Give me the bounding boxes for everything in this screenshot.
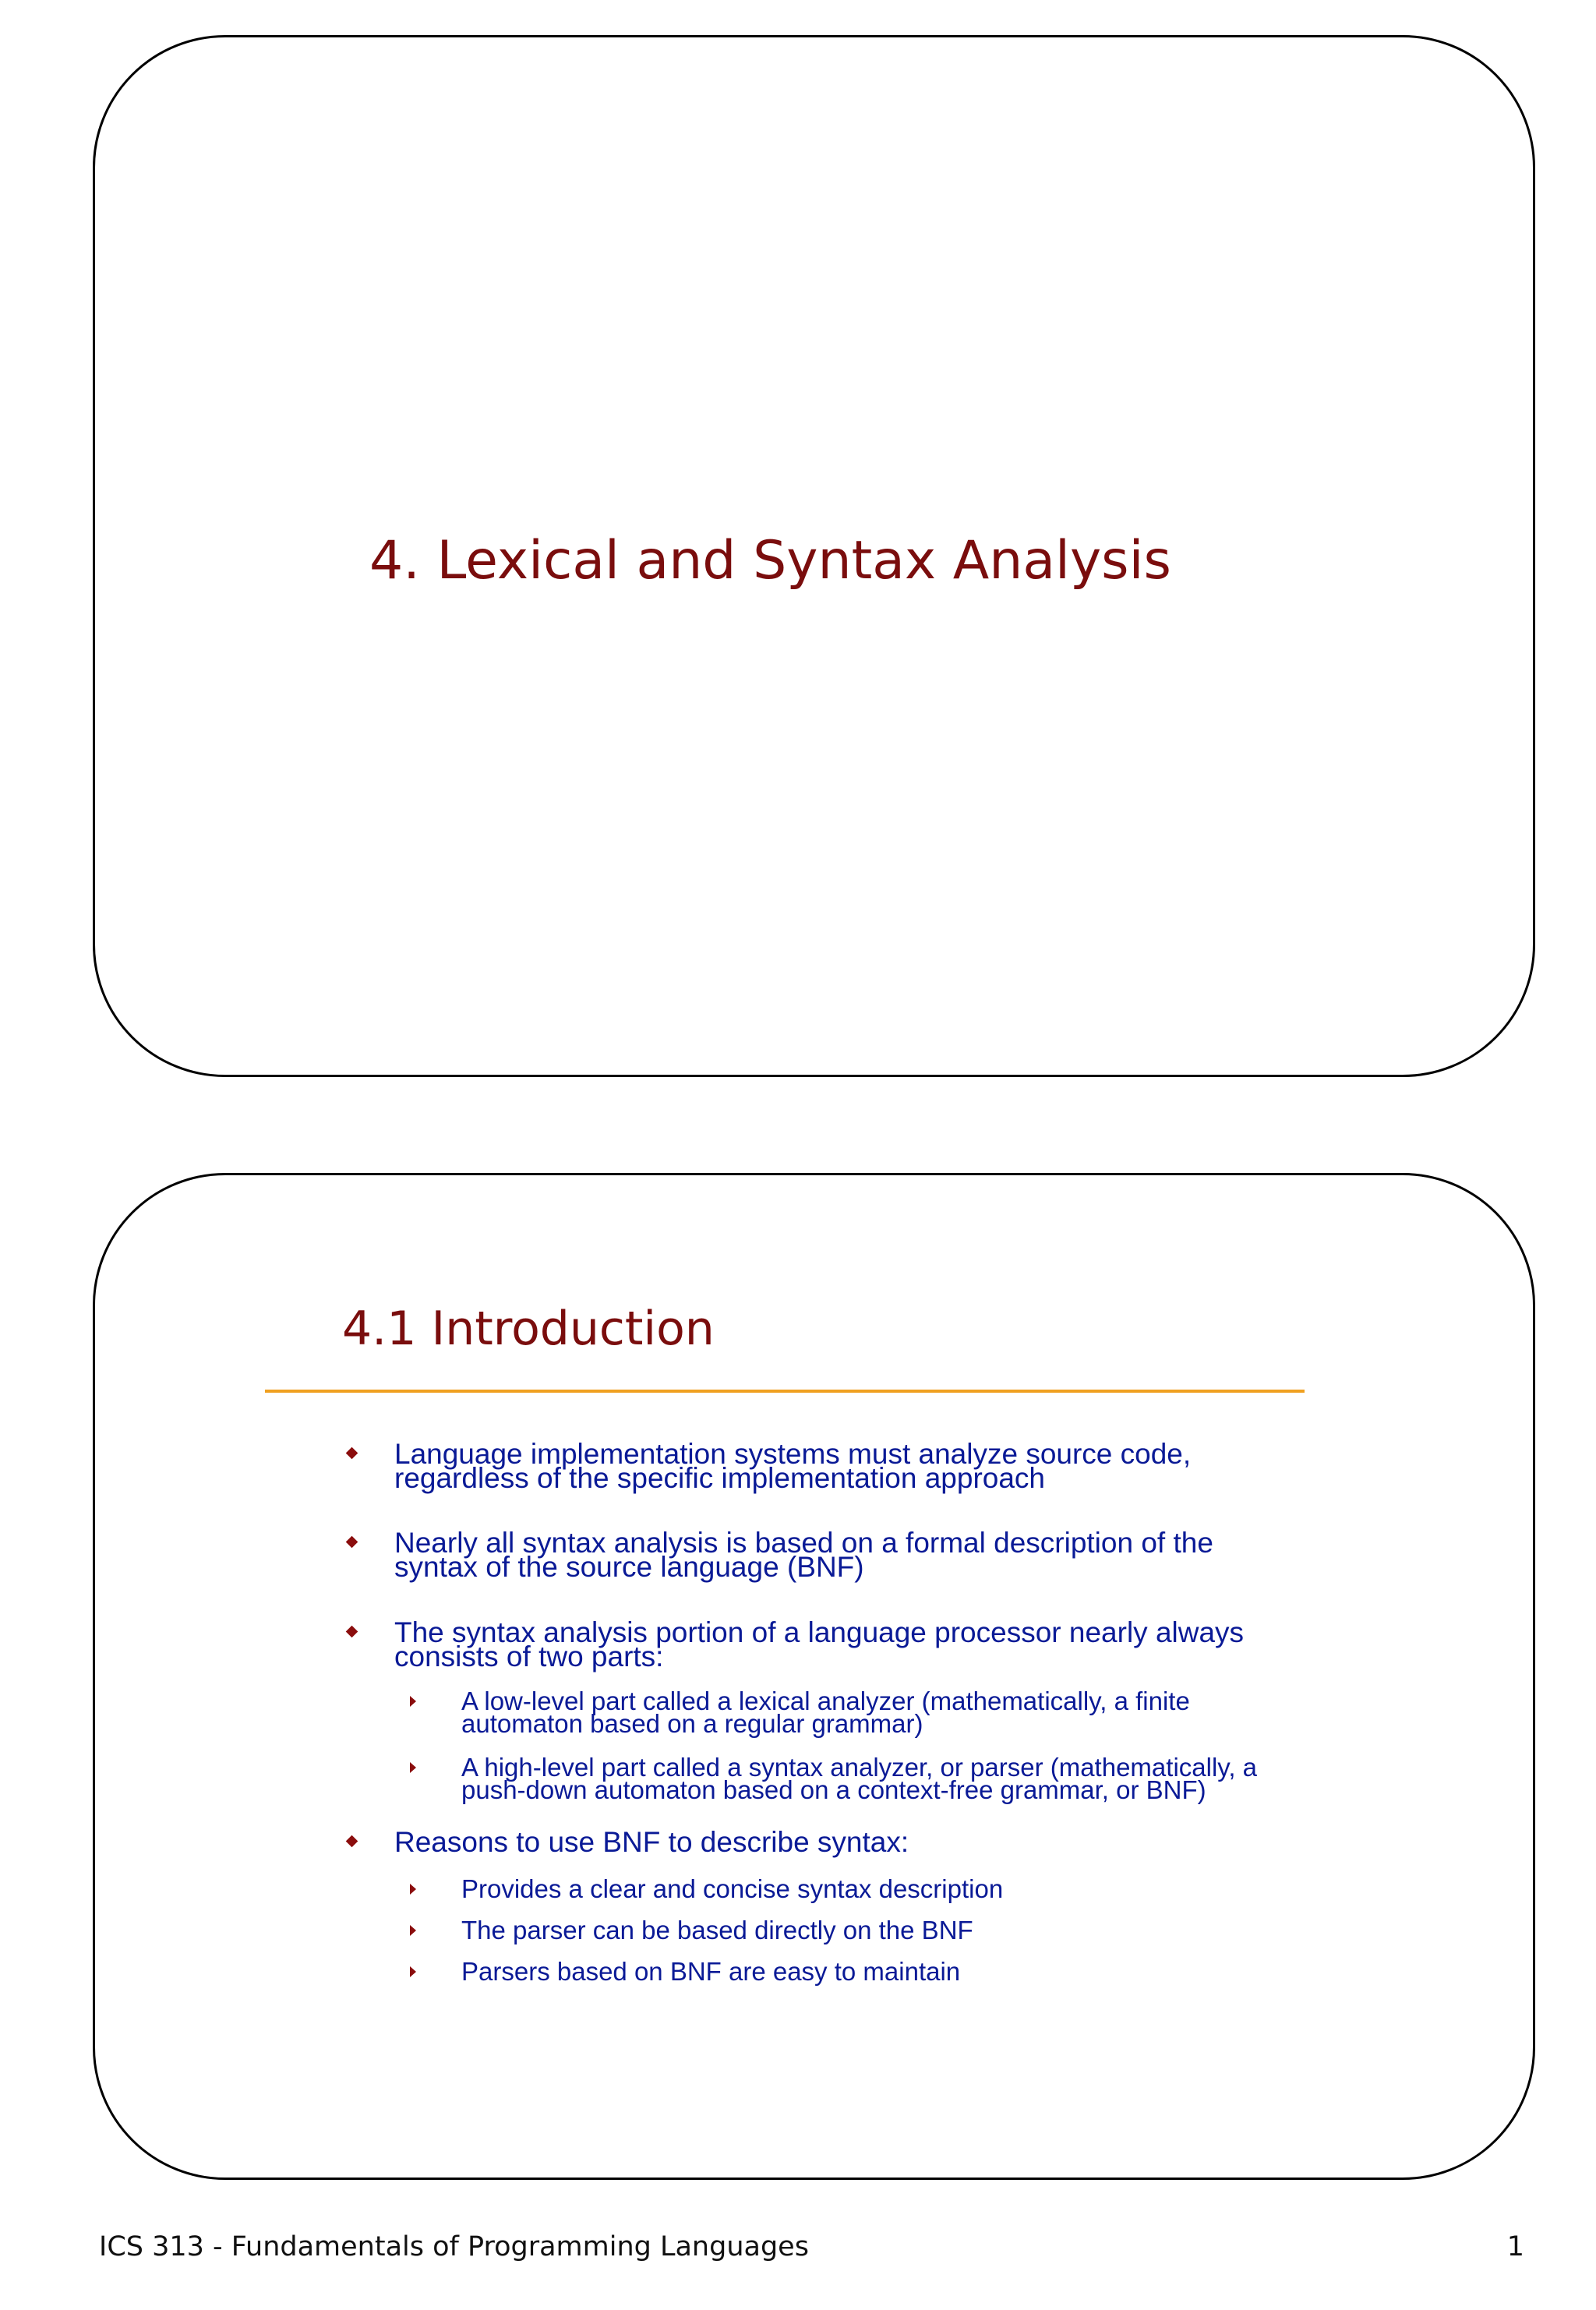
introduction-slide (93, 1173, 1535, 2180)
bullet-text-line: Nearly all syntax analysis is based on a formal description of the (394, 1527, 1213, 1559)
arrow-bullet-icon (410, 1884, 416, 1895)
bullet-text-line: regardless of the specific implementation approach (394, 1462, 1046, 1494)
diamond-bullet-icon (346, 1447, 358, 1460)
sub-bullet-item (461, 1754, 1257, 1803)
bullet-list (95, 1175, 1533, 2178)
sub-bullet-item (461, 1959, 960, 1984)
bullet-text-line: consists of two parts: (394, 1641, 664, 1672)
bullet-item (394, 1618, 1244, 1671)
sub-bullet-text-line: The parser can be based directly on the BNF (461, 1916, 973, 1944)
sub-bullet-text-line: A low-level part called a lexical analyzer (mathematically, a finite (461, 1687, 1190, 1715)
footer-course-name: ICS 313 - Fundamentals of Programming Languages (99, 2231, 809, 2262)
sub-bullet-text-line: automaton based on a regular grammar) (461, 1709, 923, 1738)
slide-heading: 4.1 Introduction (342, 1302, 715, 1356)
sub-bullet-text-line: Parsers based on BNF are easy to maintain (461, 1957, 961, 1986)
diamond-bullet-icon (346, 1835, 358, 1848)
bullet-text-line: syntax of the source language (BNF) (394, 1551, 864, 1583)
bullet-text-line: Reasons to use BNF to describe syntax: (394, 1826, 909, 1858)
sub-bullet-text-line: A high-level part called a syntax analyzer, or parser (mathematically, a (461, 1753, 1258, 1782)
diamond-bullet-icon (346, 1536, 358, 1549)
page-number: 1 (1506, 2231, 1524, 2262)
arrow-bullet-icon (410, 1696, 416, 1707)
bullet-item (394, 1828, 909, 1856)
title-slide (93, 35, 1535, 1077)
sub-bullet-item (461, 1688, 1190, 1736)
arrow-bullet-icon (410, 1925, 416, 1936)
bullet-text-line: Language implementation systems must analyze source code, (394, 1438, 1192, 1470)
sub-bullet-text-line: Provides a clear and concise syntax description (461, 1874, 1004, 1903)
sub-bullet-item (461, 1876, 1003, 1902)
bullet-item (394, 1528, 1213, 1581)
sub-bullet-item (461, 1917, 973, 1943)
chapter-title: 4. Lexical and Syntax Analysis (369, 530, 1171, 592)
bullet-text-line: The syntax analysis portion of a language processor nearly always (394, 1616, 1245, 1648)
arrow-bullet-icon (410, 1762, 416, 1773)
arrow-bullet-icon (410, 1966, 416, 1977)
bullet-item (394, 1439, 1191, 1492)
sub-bullet-text-line: push-down automaton based on a context-free grammar, or BNF) (461, 1775, 1206, 1804)
diamond-bullet-icon (346, 1626, 358, 1638)
